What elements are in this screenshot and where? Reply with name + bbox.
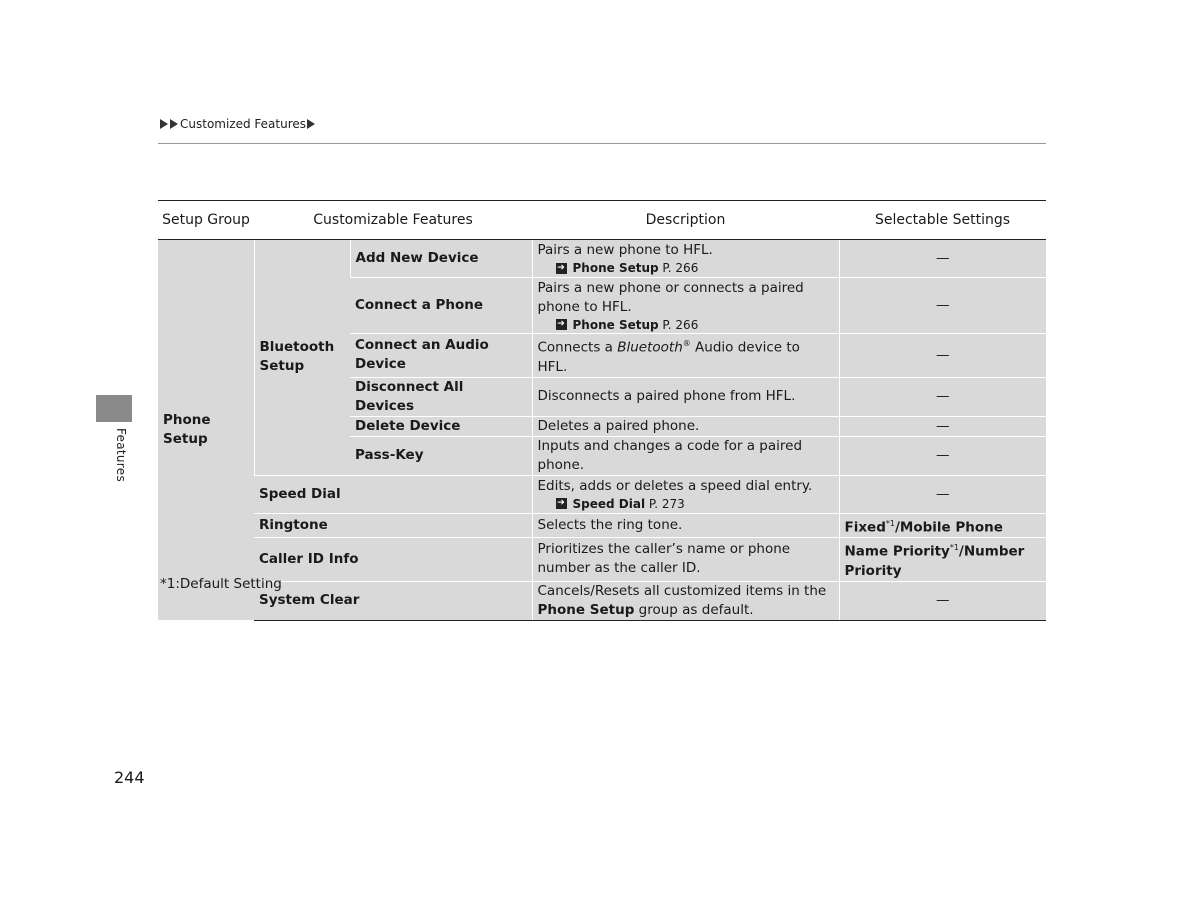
- feature-cell: Connect an Audio Device: [350, 334, 532, 378]
- setting-cell: —: [839, 416, 1046, 436]
- setting-cell: Fixed$^{*1}$/Mobile Phone: [839, 513, 1046, 538]
- feature-cell: Speed Dial: [254, 475, 532, 513]
- cross-reference[interactable]: [538, 260, 834, 276]
- triangle-right-icon: [160, 119, 168, 129]
- description-cell: [532, 240, 839, 278]
- reference-page: P. 273: [648, 496, 685, 511]
- feature-cell: Caller ID Info: [254, 538, 532, 582]
- description-cell: [532, 475, 839, 513]
- reference-page: P. 266: [662, 261, 699, 275]
- setting-cell: —: [839, 334, 1046, 378]
- table-row: [158, 538, 1046, 582]
- table-row: [158, 240, 1046, 278]
- header-selectable-settings: Selectable Settings: [839, 201, 1046, 240]
- description-text: Edits, adds or deletes a speed dial entry.: [537, 477, 813, 494]
- cross-reference[interactable]: [538, 496, 834, 512]
- description-text: Pairs a new phone or connects a paired phone to HFL.: [537, 279, 804, 315]
- cross-reference[interactable]: [538, 317, 834, 333]
- reference-label: Speed Dial: [572, 496, 646, 511]
- footnote: *1:Default Setting: [160, 576, 282, 592]
- description-cell: [532, 278, 839, 334]
- feature-cell: System Clear: [254, 581, 532, 620]
- bluetooth-wordmark: Bluetooth: [617, 339, 683, 356]
- group-cell: Phone Setup: [158, 240, 254, 621]
- feature-cell: Add New Device: [350, 240, 532, 278]
- header-setup-group: Setup Group: [158, 201, 254, 240]
- triangle-right-icon: [307, 119, 315, 129]
- setting-cell: —: [839, 278, 1046, 334]
- header-description: Description: [532, 201, 839, 240]
- description-cell: Prioritizes the caller’s name or phone number as the caller ID.: [532, 538, 839, 582]
- triangle-right-icon: [170, 119, 178, 129]
- description-cell: Deletes a paired phone.: [532, 416, 839, 436]
- reference-page: P. 266: [662, 317, 699, 332]
- cross-reference-icon: ➔: [557, 498, 565, 508]
- section-tab-label: Features: [114, 428, 128, 482]
- cross-reference-icon: ➔: [557, 319, 565, 329]
- setting-cell: —: [839, 475, 1046, 513]
- description-cell: Cancels/Resets all customized items in the Phone Setup group as default.: [532, 581, 839, 620]
- setting-cell: Name Priority$^{*1}$/Number Priority: [839, 538, 1046, 582]
- description-cell: Disconnects a paired phone from HFL.: [532, 377, 839, 416]
- feature-cell: Ringtone: [254, 513, 532, 538]
- feature-cell: Delete Device: [350, 416, 532, 436]
- page-number: 244: [114, 768, 145, 787]
- header-customizable-features: Customizable Features: [254, 201, 532, 240]
- registered-mark: ®: [682, 339, 691, 348]
- feature-cell: Disconnect All Devices: [350, 377, 532, 416]
- bluetooth-setup-cell: Bluetooth Setup: [254, 240, 350, 476]
- breadcrumb-section[interactable]: Customized Features: [180, 117, 307, 131]
- customizable-features-table: [158, 200, 1046, 621]
- setting-cell: —: [839, 240, 1046, 278]
- setting-cell: —: [839, 377, 1046, 416]
- feature-cell: Connect a Phone: [350, 278, 532, 334]
- setting-cell: —: [839, 581, 1046, 620]
- table-header-row: [158, 201, 1046, 240]
- breadcrumb: [160, 117, 316, 131]
- description-text: Pairs a new phone to HFL.: [537, 242, 713, 258]
- section-tab-marker: [96, 395, 132, 422]
- table-row: [158, 581, 1046, 620]
- header-divider: [158, 143, 1046, 144]
- cross-reference-icon: ➔: [557, 262, 565, 273]
- description-cell: Selects the ring tone.: [532, 513, 839, 538]
- table-row: [158, 475, 1046, 513]
- reference-label: Phone Setup: [572, 261, 659, 275]
- table-row: [158, 513, 1046, 538]
- description-cell: Connects a Bluetooth® Audio device to HFL.: [532, 334, 839, 378]
- reference-label: Phone Setup: [572, 317, 659, 332]
- feature-cell: Pass-Key: [350, 436, 532, 475]
- description-cell: Inputs and changes a code for a paired phone.: [532, 436, 839, 475]
- setting-cell: —: [839, 436, 1046, 475]
